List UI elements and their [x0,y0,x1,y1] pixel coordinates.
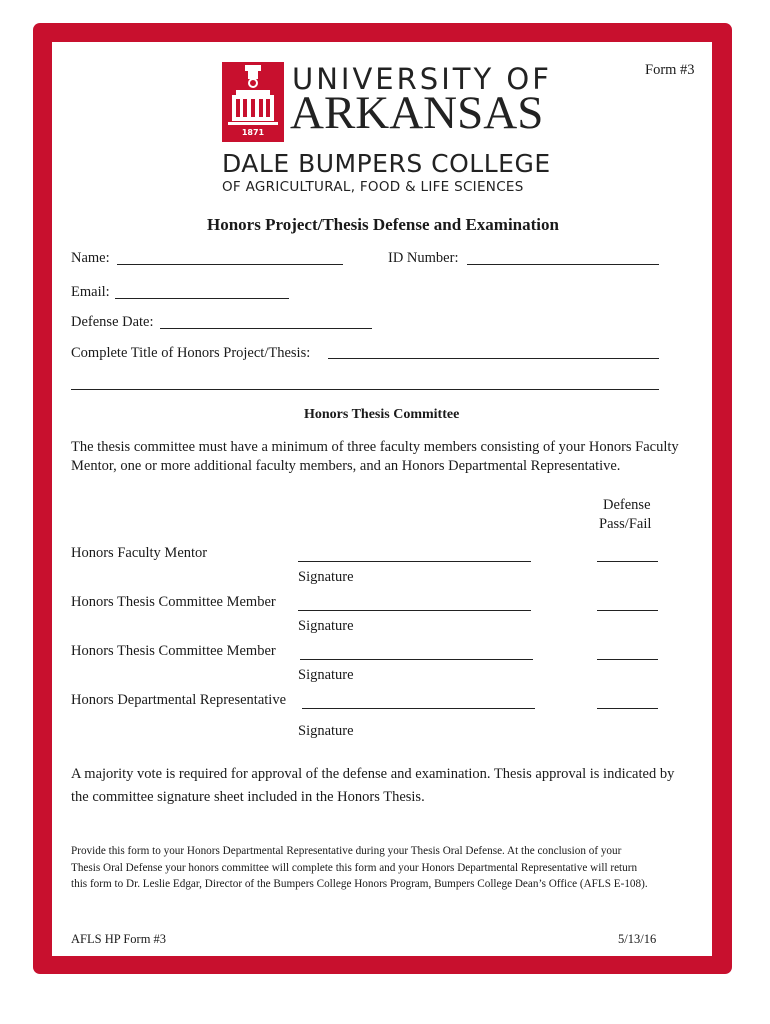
col-defense: Defense [603,497,651,513]
thesis-title-field[interactable] [328,358,659,359]
id-number-label: ID Number: [388,250,459,266]
committee-role-3: Honors Thesis Committee Member [71,643,276,659]
signature-label-4: Signature [298,723,354,739]
passfail-field-1[interactable] [597,561,658,562]
col-passfail: Pass/Fail [599,516,652,532]
signature-field-2[interactable] [298,610,531,611]
signature-label-3: Signature [298,667,354,683]
committee-intro-line2: Mentor, one or more additional faculty members, and an Honors Departmental Representative. [71,458,621,474]
passfail-field-3[interactable] [597,659,658,660]
committee-role-2: Honors Thesis Committee Member [71,594,276,610]
email-label: Email: [71,284,110,300]
thesis-title-label: Complete Title of Honors Project/Thesis: [71,345,311,361]
committee-role-1: Honors Faculty Mentor [71,545,208,561]
footer-form-id: AFLS HP Form #3 [71,932,167,946]
majority-line2: the committee signature sheet included in the Honors Thesis. [71,789,425,805]
logo-line-arkansas: ARKANSAS [290,87,544,139]
signature-field-3[interactable] [300,659,533,660]
email-field[interactable] [115,298,289,299]
name-field[interactable] [117,264,343,265]
logo-line-university: UNIVERSITY OF [292,62,552,96]
footer-date: 5/13/16 [618,932,657,946]
passfail-field-2[interactable] [597,610,658,611]
defense-date-field[interactable] [160,328,372,329]
logo-line-college: DALE BUMPERS COLLEGE [222,149,551,178]
form-number: Form #3 [645,62,695,78]
instructions-line3: this form to Dr. Leslie Edgar, Director of the Bumpers College Honors Program, Bumpers College Dean’s Office (AFLS E-108). [71,878,648,890]
signature-field-4[interactable] [302,708,535,709]
logo-year: 1871 [241,128,265,137]
majority-line1: A majority vote is required for approval of the defense and examination. Thesis approval is indicated by [71,766,675,782]
logo-line-sciences: OF AGRICULTURAL, FOOD & LIFE SCIENCES [222,179,524,195]
signature-label-2: Signature [298,618,354,634]
name-label: Name: [71,250,110,266]
committee-role-4: Honors Departmental Representative [71,692,287,708]
instructions-line2: Thesis Oral Defense your honors committee will complete this form and your Honors Departmental Representative will return [71,862,638,874]
instructions-line1: Provide this form to your Honors Departmental Representative during your Thesis Oral Defense. At the conclusion of your [71,845,622,857]
defense-date-label: Defense Date: [71,314,154,330]
signature-label-1: Signature [298,569,354,585]
committee-intro-line1: The thesis committee must have a minimum of three faculty members consisting of your Honors Faculty [71,439,679,455]
form-title: Honors Project/Thesis Defense and Examination [207,215,559,234]
id-number-field[interactable] [467,264,659,265]
thesis-title-field-line2[interactable] [71,389,659,390]
committee-heading: Honors Thesis Committee [304,407,460,422]
passfail-field-4[interactable] [597,708,658,709]
signature-field-1[interactable] [298,561,531,562]
